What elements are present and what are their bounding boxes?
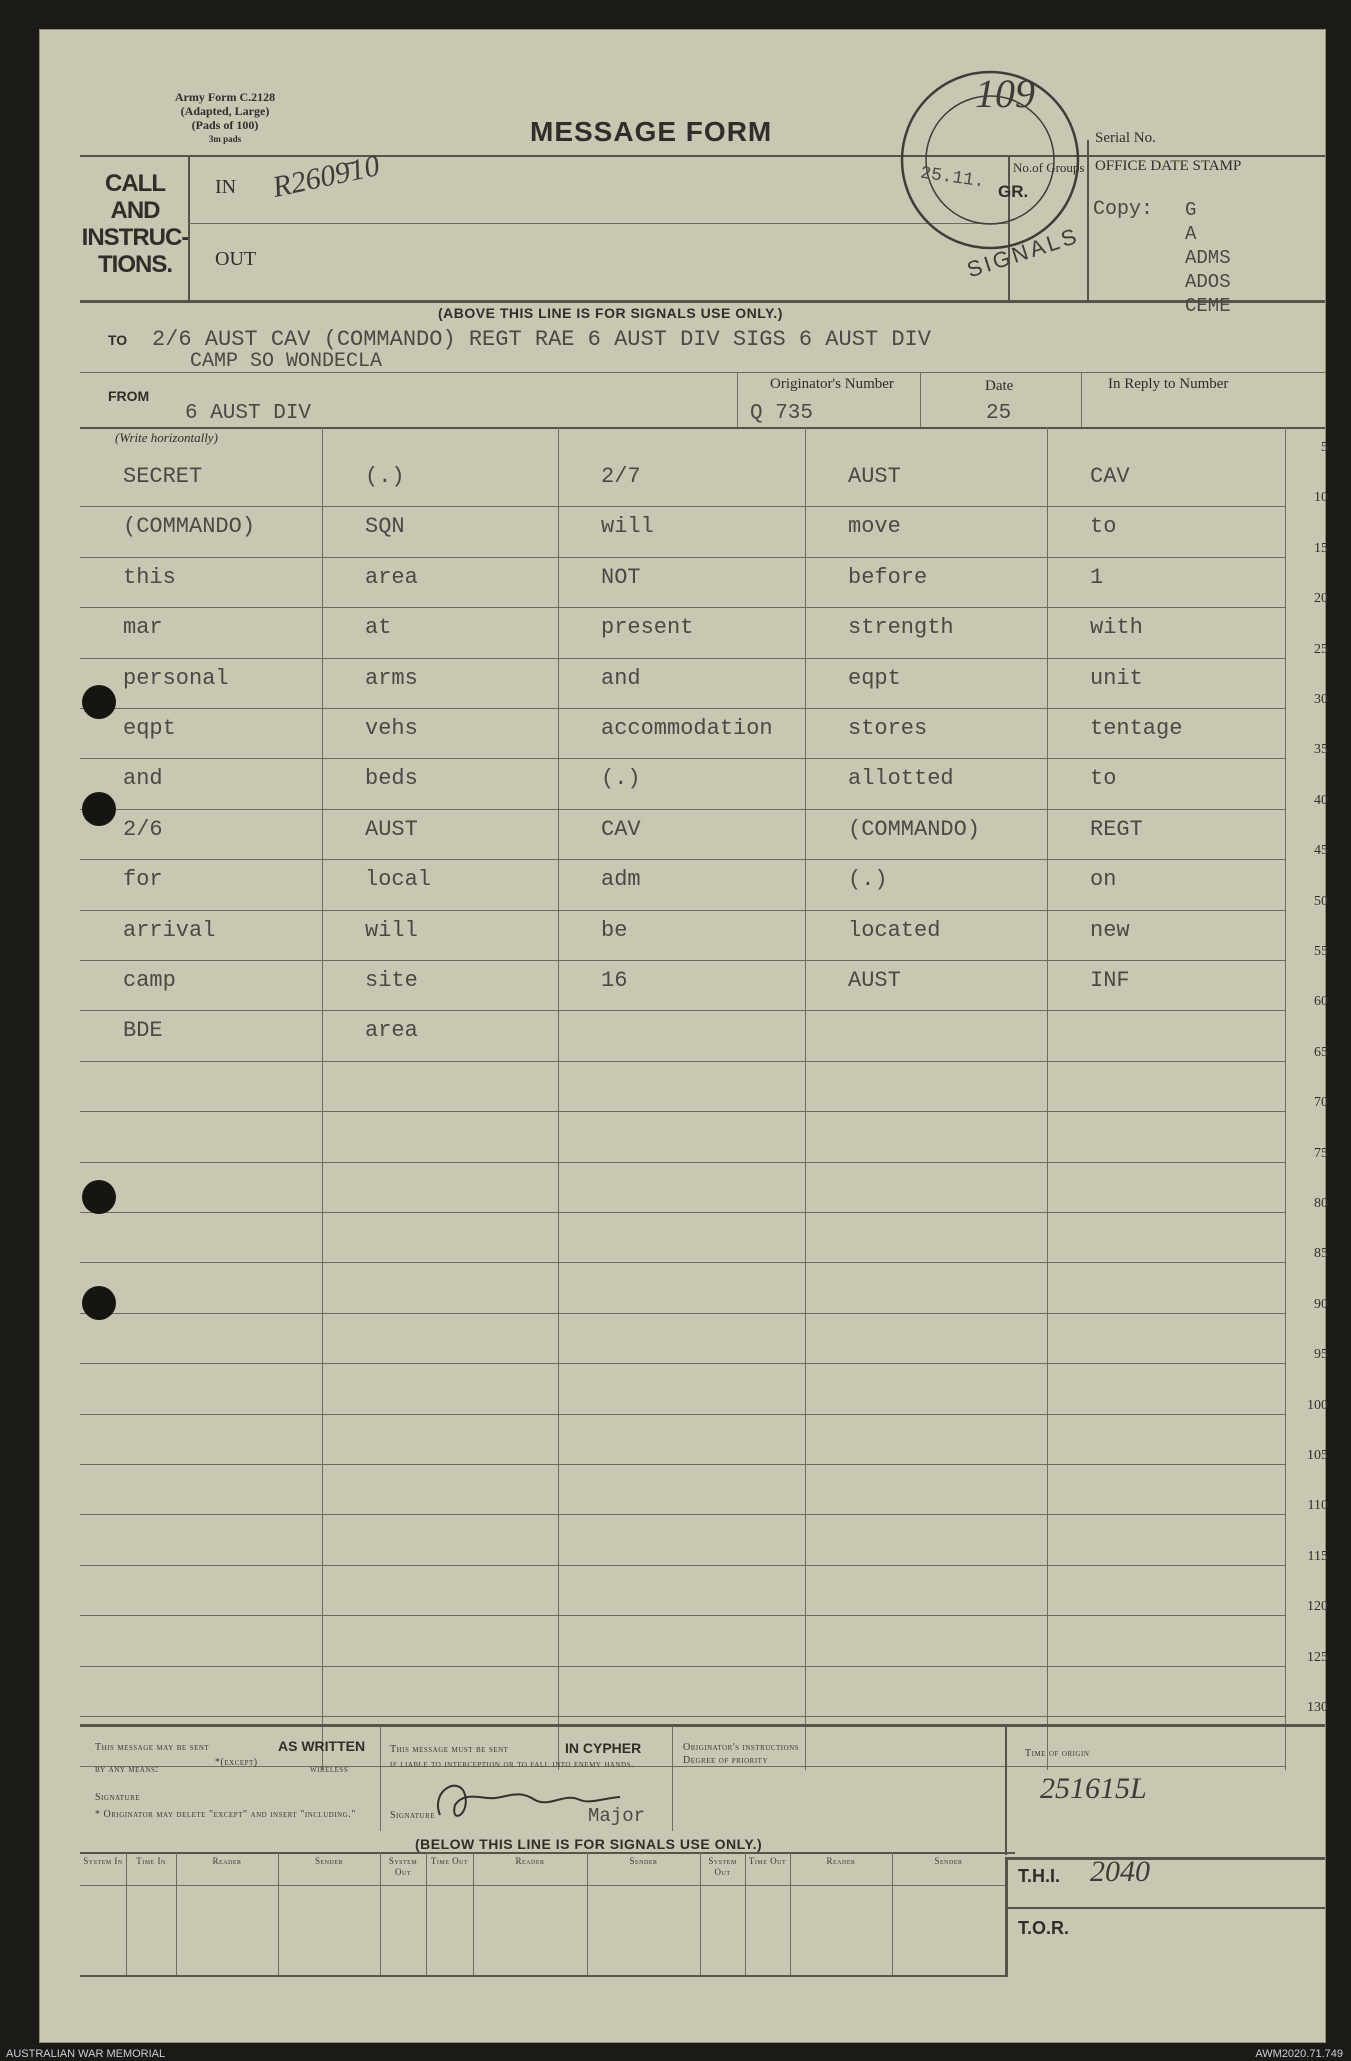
line-number: 80 bbox=[1314, 1196, 1328, 1211]
line-number: 15 bbox=[1314, 540, 1328, 556]
army-form-label bbox=[140, 90, 310, 146]
message-word: AUST bbox=[848, 464, 901, 489]
signals-log-header: Time Out bbox=[748, 1856, 787, 1866]
call-line-4: TIONS. bbox=[97, 251, 172, 278]
form-title: MESSAGE FORM bbox=[530, 116, 773, 147]
message-word: present bbox=[601, 615, 694, 641]
message-form-paper bbox=[40, 30, 1328, 2042]
message-word: AUST bbox=[365, 816, 418, 842]
no-of-groups-label: No.of Groups bbox=[1013, 160, 1085, 175]
to-line-1: 2/6 AUST CAV (COMMANDO) REGT RAE 6 AUST DIV SIGS 6 AUST DIV bbox=[152, 327, 931, 352]
line-number: 85 bbox=[1314, 1246, 1328, 1262]
signals-log-header: Time In bbox=[136, 1856, 166, 1866]
message-word: (.) bbox=[848, 867, 888, 893]
message-word: SECRET bbox=[123, 464, 203, 489]
line-number: 100 bbox=[1307, 1397, 1328, 1413]
message-word: at bbox=[365, 615, 392, 641]
message-word: camp bbox=[123, 968, 176, 993]
punch-hole bbox=[82, 1286, 116, 1320]
tor-label: T.O.R. bbox=[1018, 1918, 1070, 1938]
signals-log-header: Reader bbox=[515, 1856, 545, 1866]
message-word: move bbox=[848, 514, 901, 540]
copy-item: ADOS bbox=[1185, 271, 1231, 293]
cypher-note: if liable to interception or to fall into enemy hands. bbox=[390, 1759, 634, 1770]
time-of-origin-label: Time of origin bbox=[1025, 1748, 1090, 1759]
from-label: FROM bbox=[108, 388, 150, 404]
originator-note: * Originator may delete "except" and insert "including." bbox=[95, 1809, 356, 1820]
message-word: SQN bbox=[365, 514, 405, 540]
office-date-stamp-label: OFFICE DATE STAMP bbox=[1095, 158, 1242, 174]
punch-hole bbox=[82, 1180, 116, 1214]
copy-item: ADMS bbox=[1185, 247, 1231, 269]
army-form-pads-sub: 3m pads bbox=[208, 134, 242, 144]
message-word: and bbox=[601, 665, 641, 691]
line-number: 10 bbox=[1314, 490, 1328, 506]
in-label: IN bbox=[215, 176, 237, 198]
line-number: 5 bbox=[1321, 440, 1328, 455]
thi-label: T.H.I. bbox=[1018, 1866, 1061, 1886]
copy-item: A bbox=[1185, 223, 1197, 245]
line-number: 70 bbox=[1314, 1095, 1328, 1111]
line-number: 35 bbox=[1314, 742, 1328, 758]
message-word: located bbox=[848, 917, 941, 943]
message-word: and bbox=[123, 766, 163, 792]
message-word: 2/7 bbox=[601, 464, 641, 489]
message-word: strength bbox=[848, 615, 954, 641]
message-word: CAV bbox=[1090, 464, 1130, 489]
call-instructions-label bbox=[80, 170, 190, 278]
punch-hole bbox=[82, 685, 116, 719]
message-word: tentage bbox=[1090, 716, 1183, 741]
serial-no-label: Serial No. bbox=[1095, 130, 1156, 146]
message-word: personal bbox=[123, 665, 229, 691]
message-word: adm bbox=[601, 867, 641, 893]
signature-label-2: Signature bbox=[390, 1810, 436, 1821]
message-word: arms bbox=[365, 665, 418, 691]
message-word: allotted bbox=[848, 766, 954, 792]
message-word: mar bbox=[123, 615, 163, 641]
signature-label: Signature bbox=[95, 1792, 141, 1803]
call-line-3: INSTRUC- bbox=[81, 224, 189, 251]
message-word: INF bbox=[1090, 968, 1130, 993]
call-line-2: AND bbox=[110, 197, 160, 224]
message-word: unit bbox=[1090, 665, 1143, 691]
stamp-number: 109 bbox=[975, 71, 1035, 116]
originators-instructions-label: Originator's instructions bbox=[683, 1742, 800, 1753]
signals-log-header: System Out bbox=[388, 1856, 418, 1877]
gr-label: GR. bbox=[998, 182, 1029, 201]
line-number: 95 bbox=[1314, 1347, 1328, 1363]
message-word: CAV bbox=[601, 816, 641, 842]
punch-hole bbox=[82, 792, 116, 826]
message-word: accommodation bbox=[601, 716, 773, 741]
line-number: 40 bbox=[1314, 792, 1328, 808]
degree-of-priority-label: Degree of priority bbox=[683, 1755, 769, 1766]
originators-number-value: Q 735 bbox=[750, 402, 814, 425]
line-number: 120 bbox=[1307, 1599, 1328, 1615]
thi-value: 2040 bbox=[1090, 1855, 1150, 1888]
army-form-pads: (Pads of 100) bbox=[191, 118, 259, 132]
message-word: (.) bbox=[365, 464, 405, 489]
wireless-text: wireless bbox=[310, 1764, 349, 1775]
message-word: (.) bbox=[601, 766, 641, 792]
line-number: 60 bbox=[1314, 994, 1328, 1010]
message-word: local bbox=[365, 867, 432, 893]
message-word: area bbox=[365, 564, 418, 590]
message-word: to bbox=[1090, 514, 1117, 540]
out-label: OUT bbox=[215, 248, 257, 270]
stamp-date: 25.11. bbox=[918, 163, 986, 193]
date-value: 25 bbox=[986, 402, 1012, 425]
message-word: to bbox=[1090, 766, 1117, 792]
major-text: Major bbox=[588, 1805, 646, 1827]
message-word: REGT bbox=[1090, 816, 1143, 842]
date-label: Date bbox=[985, 378, 1014, 394]
line-number: 30 bbox=[1314, 692, 1328, 707]
in-handwritten-number: R2609̄10 bbox=[269, 149, 383, 204]
message-word: will bbox=[365, 917, 418, 943]
message-word: eqpt bbox=[123, 716, 176, 741]
message-word: 1 bbox=[1090, 564, 1104, 590]
to-label: TO bbox=[108, 332, 128, 348]
message-word: be bbox=[601, 917, 628, 943]
army-form-number: Army Form C.2128 bbox=[174, 90, 276, 104]
signals-log-header: Reader bbox=[826, 1856, 856, 1866]
line-number: 90 bbox=[1314, 1296, 1328, 1312]
call-line-1: CALL bbox=[105, 170, 165, 197]
line-number: 125 bbox=[1307, 1649, 1328, 1665]
above-line-note: (ABOVE THIS LINE IS FOR SIGNALS USE ONLY.) bbox=[438, 305, 783, 321]
signals-log-header: Reader bbox=[212, 1856, 242, 1866]
message-word: (COMMANDO) bbox=[123, 514, 256, 540]
line-number: 20 bbox=[1314, 591, 1328, 607]
line-number: 130 bbox=[1307, 1700, 1328, 1715]
line-number: 105 bbox=[1307, 1448, 1328, 1463]
message-word: for bbox=[123, 867, 163, 893]
message-word: area bbox=[365, 1018, 418, 1044]
signals-log-header: System In bbox=[83, 1856, 123, 1866]
message-word: site bbox=[365, 968, 418, 993]
message-word: (COMMANDO) bbox=[848, 816, 981, 842]
message-word: new bbox=[1090, 917, 1130, 943]
message-word: NOT bbox=[601, 564, 641, 590]
line-number: 115 bbox=[1307, 1548, 1328, 1564]
message-word: this bbox=[123, 564, 176, 590]
message-word: eqpt bbox=[848, 665, 901, 691]
message-word: with bbox=[1090, 615, 1143, 641]
footer-institution: AUSTRALIAN WAR MEMORIAL bbox=[6, 2048, 166, 2060]
message-word: beds bbox=[365, 766, 418, 792]
originators-number-label: Originator's Number bbox=[770, 376, 894, 392]
message-word: before bbox=[848, 564, 928, 590]
from-value: 6 AUST DIV bbox=[185, 402, 312, 425]
copy-item: G bbox=[1185, 199, 1197, 221]
message-word: arrival bbox=[123, 917, 216, 943]
signals-log-header: Time Out bbox=[430, 1856, 469, 1866]
signals-log-header: Sender bbox=[629, 1856, 658, 1866]
signals-log-header: Sender bbox=[934, 1856, 963, 1866]
line-number: 25 bbox=[1314, 641, 1328, 657]
message-word: on bbox=[1090, 867, 1117, 893]
copy-list bbox=[1185, 198, 1231, 318]
line-number: 75 bbox=[1314, 1145, 1328, 1161]
message-word: 16 bbox=[601, 968, 628, 993]
army-form-adapted: (Adapted, Large) bbox=[180, 104, 270, 118]
line-number: 65 bbox=[1314, 1044, 1328, 1060]
except-text: *(except) bbox=[215, 1757, 258, 1768]
in-cypher-text: IN CYPHER bbox=[565, 1740, 642, 1756]
must-be-sent-text: This message must be sent bbox=[390, 1744, 509, 1755]
copy-item: CEME bbox=[1185, 295, 1231, 317]
line-number: 50 bbox=[1314, 893, 1328, 909]
stamp-word: SIGNALS bbox=[963, 222, 1083, 283]
message-word: 2/6 bbox=[123, 816, 163, 842]
as-written-text: AS WRITTEN bbox=[278, 1738, 366, 1754]
message-word: will bbox=[601, 514, 654, 540]
message-word: BDE bbox=[123, 1018, 163, 1044]
line-number: 55 bbox=[1314, 944, 1328, 959]
write-horizontally-note: (Write horizontally) bbox=[115, 430, 218, 445]
signals-log-header: System Out bbox=[708, 1856, 737, 1877]
may-be-sent-text: This message may be sent bbox=[95, 1742, 210, 1753]
to-line-2: CAMP SO WONDECLA bbox=[190, 350, 383, 373]
line-number: 45 bbox=[1314, 843, 1328, 859]
below-line-note: (BELOW THIS LINE IS FOR SIGNALS USE ONLY.) bbox=[415, 1836, 763, 1852]
signals-log-header: Sender bbox=[314, 1856, 343, 1866]
message-word: stores bbox=[848, 716, 928, 741]
footer-accession: AWM2020.71.749 bbox=[1255, 2048, 1343, 2060]
line-number: 110 bbox=[1307, 1498, 1328, 1514]
by-any-means-text: by any means: bbox=[95, 1764, 159, 1775]
message-word: AUST bbox=[848, 968, 901, 993]
time-of-origin-value: 251615L bbox=[1040, 1772, 1147, 1805]
in-reply-to-label: In Reply to Number bbox=[1108, 376, 1229, 392]
copy-label: Copy: bbox=[1093, 198, 1154, 221]
message-word: vehs bbox=[365, 716, 418, 741]
